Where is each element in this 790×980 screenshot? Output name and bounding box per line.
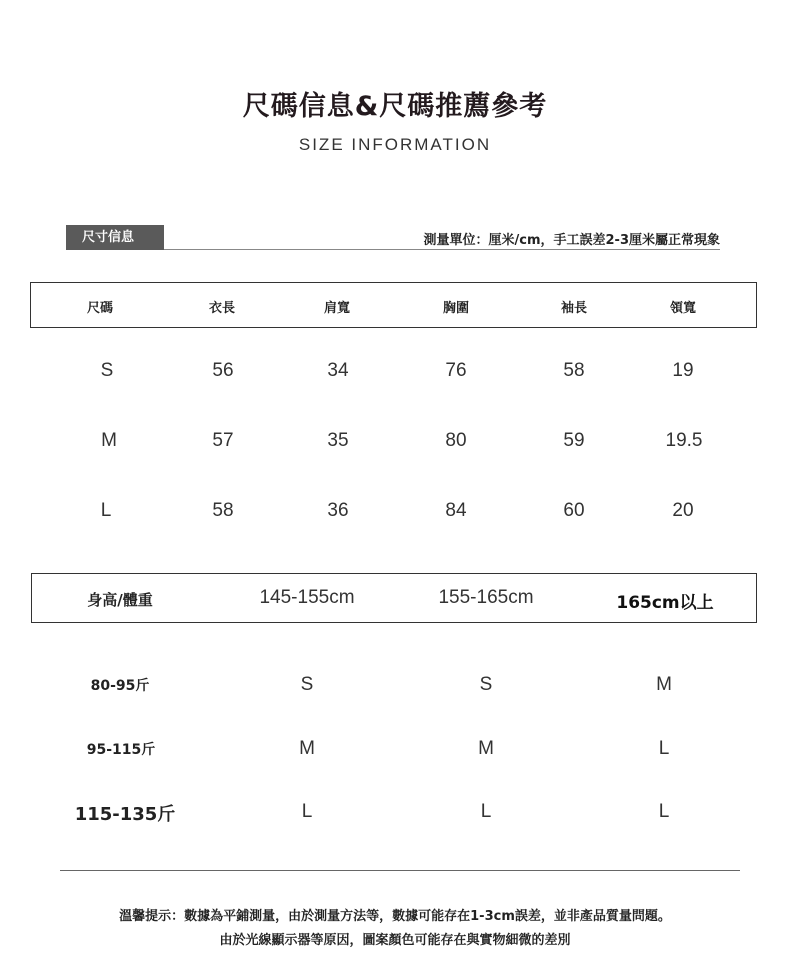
sleeve-cell: 59 <box>563 430 585 451</box>
collar-cell: 19 <box>672 360 694 381</box>
size-cell: L <box>100 500 112 521</box>
height-range-header: 165cm以上 <box>616 593 714 613</box>
height-range-header: 155-165cm <box>438 587 534 608</box>
sleeve-cell: 58 <box>563 360 585 381</box>
collar-cell: 20 <box>672 500 694 521</box>
shoulder-cell: 35 <box>327 430 349 451</box>
height-weight-label: 身高/體重 <box>87 591 153 609</box>
weight-range-label: 80-95斤 <box>90 678 150 694</box>
size-cell: M <box>101 430 117 451</box>
sleeve-col-header: 袖長 <box>560 301 588 316</box>
size-cell: S <box>100 360 114 381</box>
recommended-size: L <box>658 801 670 822</box>
recommended-size: M <box>478 738 494 759</box>
shoulder-cell: 34 <box>327 360 349 381</box>
recommended-size: L <box>301 801 313 822</box>
chest-cell: 80 <box>445 430 467 451</box>
sleeve-cell: 60 <box>563 500 585 521</box>
height-range-header: 145-155cm <box>259 587 355 608</box>
recommended-size: S <box>479 674 493 695</box>
size-info-tag: 尺寸信息 <box>66 225 164 250</box>
chest-col-header: 胸圍 <box>442 301 470 316</box>
unit-note: 測量單位：厘米/cm，手工誤差2-3厘米屬正常現象 <box>423 233 720 248</box>
length-cell: 57 <box>212 430 234 451</box>
collar-cell: 19.5 <box>665 430 703 451</box>
footer-note-2: 由於光線顯示器等原因，圖案顏色可能存在與實物細微的差別 <box>219 933 571 948</box>
length-cell: 58 <box>212 500 234 521</box>
length-cell: 56 <box>212 360 234 381</box>
shoulder-col-header: 肩寬 <box>323 301 351 316</box>
recommended-size: S <box>300 674 314 695</box>
chest-cell: 76 <box>445 360 467 381</box>
recommended-size: L <box>480 801 492 822</box>
length-col-header: 衣長 <box>208 301 236 316</box>
page-subtitle: SIZE INFORMATION <box>298 135 492 154</box>
page-title: 尺碼信息&尺碼推薦參考 <box>242 91 548 122</box>
shoulder-cell: 36 <box>327 500 349 521</box>
size-col-header: 尺碼 <box>86 301 114 316</box>
size-table-header-box <box>30 282 757 328</box>
recommended-size: M <box>299 738 315 759</box>
weight-range-label: 115-135斤 <box>74 804 176 825</box>
weight-range-label: 95-115斤 <box>86 742 156 758</box>
recommended-size: M <box>656 674 672 695</box>
tag-divider <box>164 249 720 250</box>
footer-divider <box>60 870 740 871</box>
chest-cell: 84 <box>445 500 467 521</box>
collar-col-header: 領寬 <box>669 301 697 316</box>
footer-note-1: 溫馨提示：數據為平鋪測量，由於測量方法等，數據可能存在1-3cm誤差，並非產品質量問題。 <box>119 909 671 924</box>
recommended-size: L <box>658 738 670 759</box>
